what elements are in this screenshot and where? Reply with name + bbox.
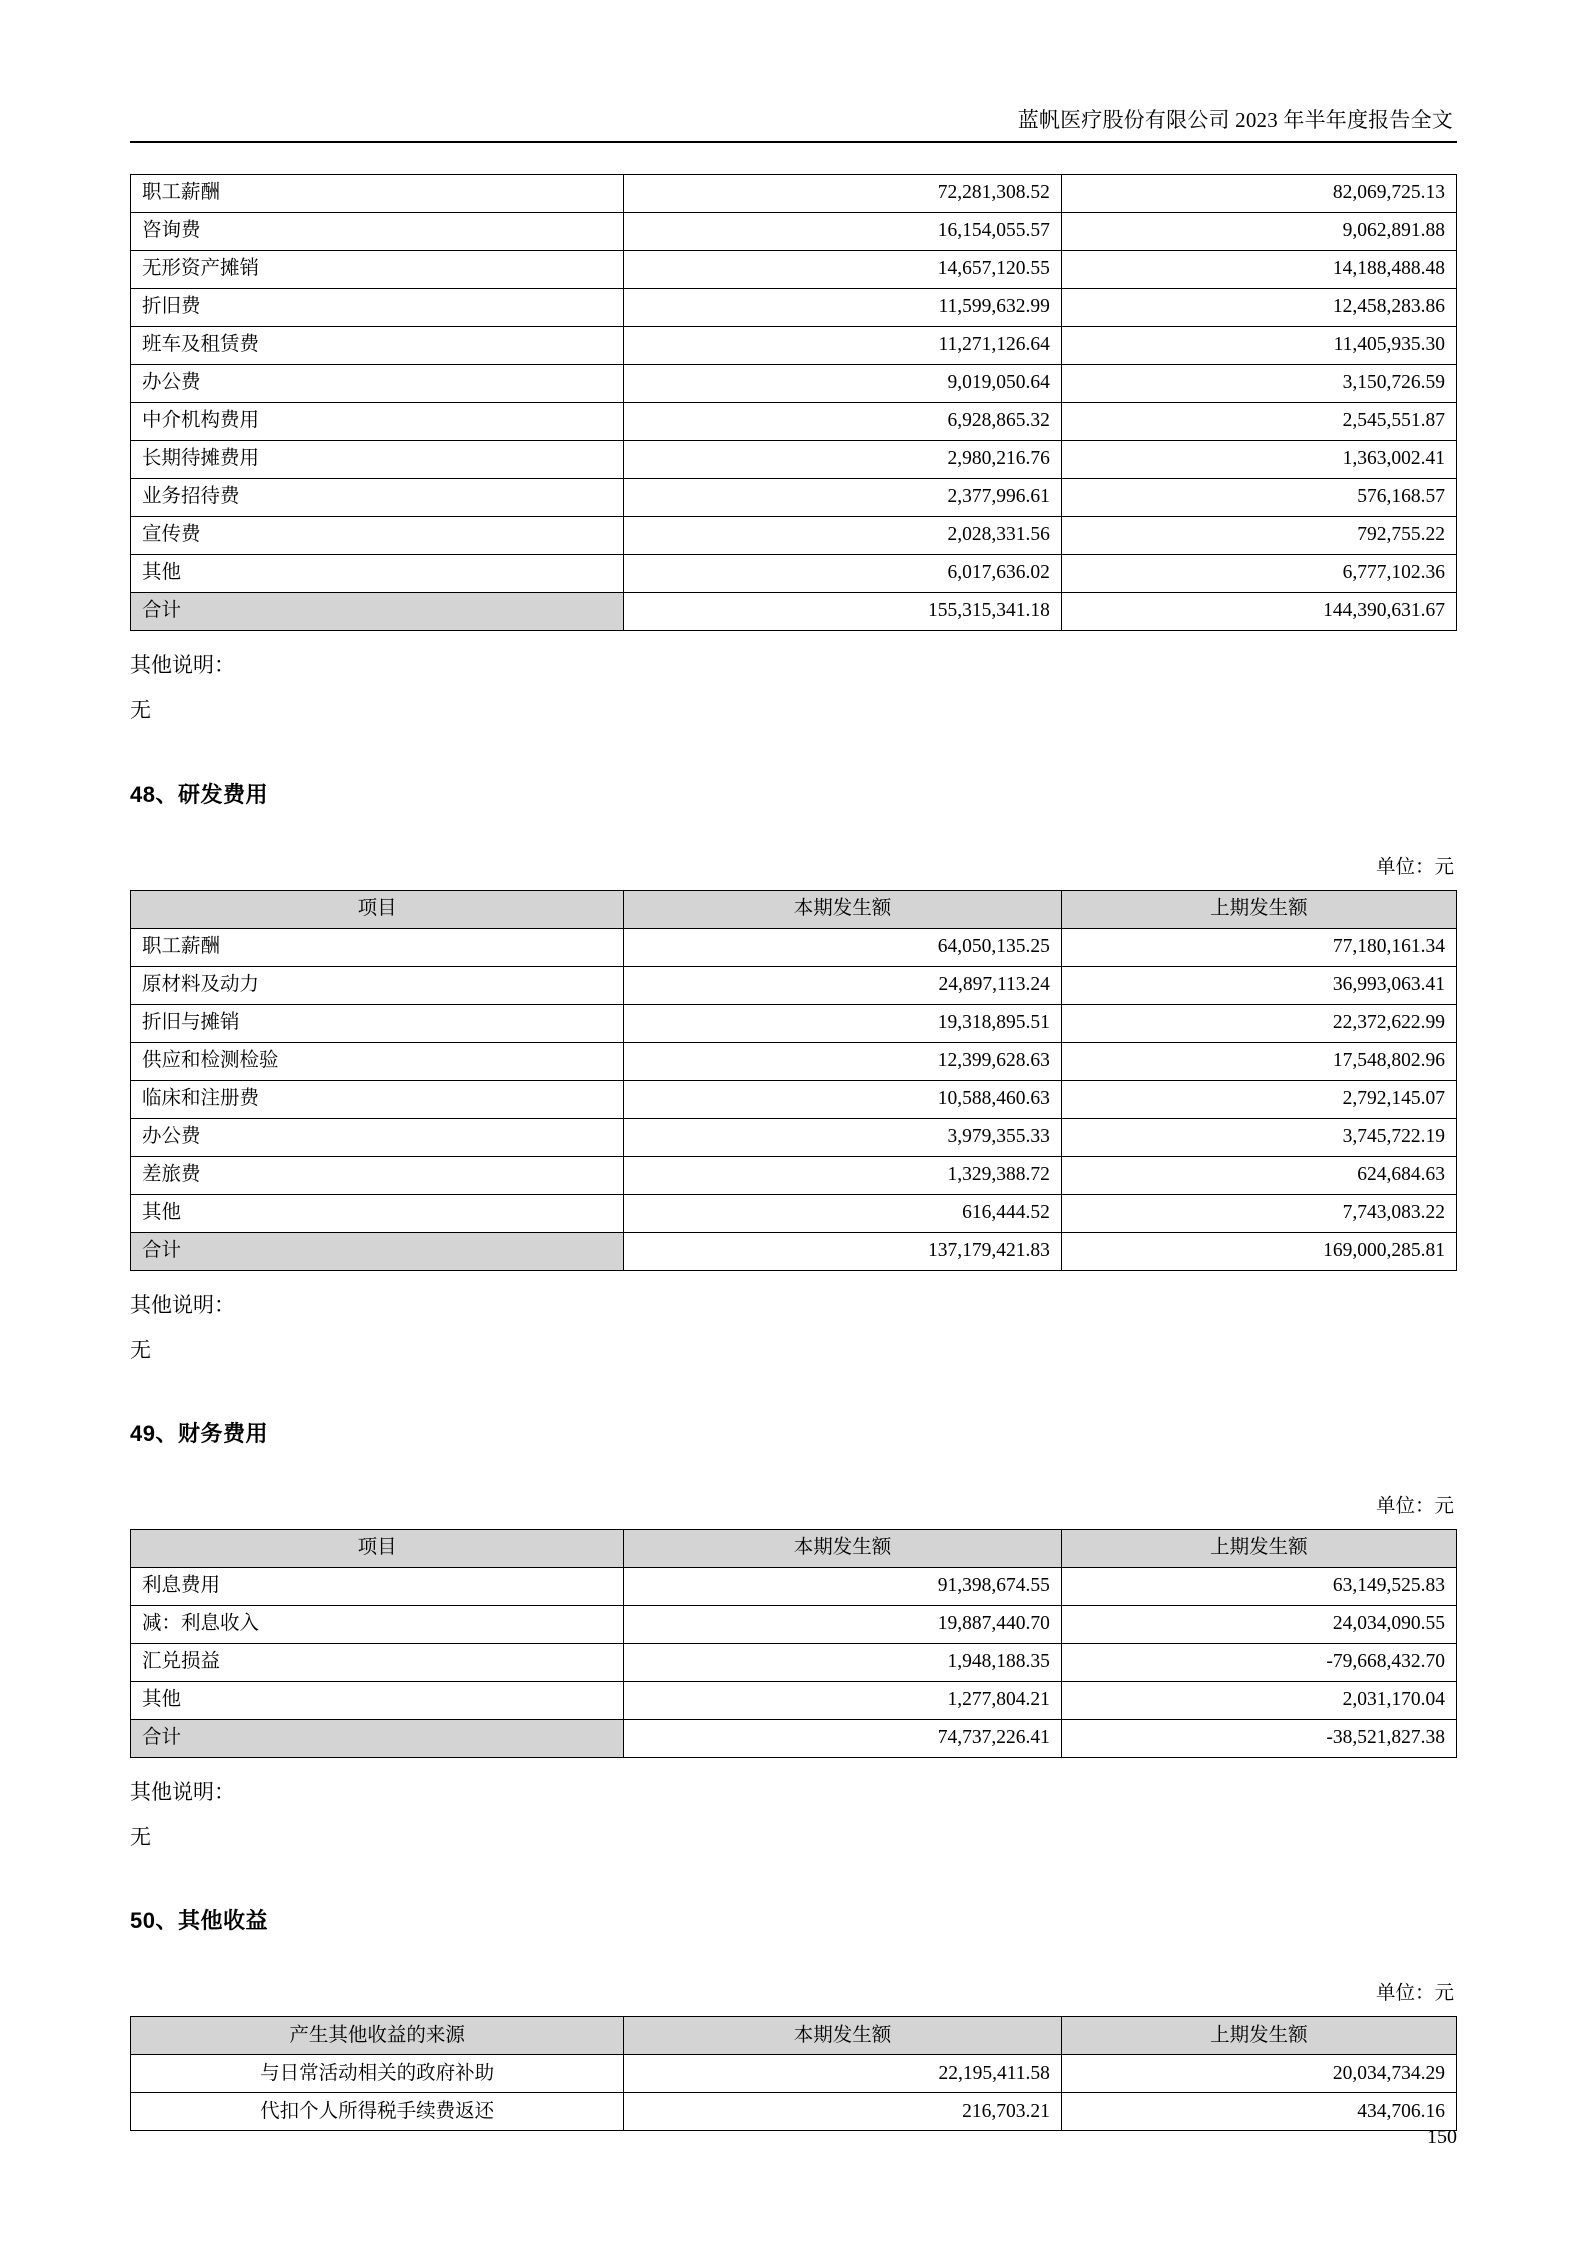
row-current: 64,050,135.25: [624, 928, 1062, 966]
column-header-previous: 上期发生额: [1061, 2017, 1456, 2055]
row-previous: 576,168.57: [1061, 479, 1456, 517]
row-current: 216,703.21: [624, 2093, 1062, 2131]
total-label: 合计: [131, 1232, 624, 1270]
table-row: [131, 175, 1457, 213]
row-current: 22,195,411.58: [624, 2055, 1062, 2093]
row-current: 11,599,632.99: [624, 289, 1062, 327]
admin-note-value: 无: [130, 698, 151, 723]
row-item: 业务招待费: [131, 479, 624, 517]
table-row: [131, 1194, 1457, 1232]
row-current: 19,887,440.70: [624, 1605, 1062, 1643]
row-previous: 2,031,170.04: [1061, 1681, 1456, 1719]
row-item: 职工薪酬: [131, 928, 624, 966]
table-row: [131, 327, 1457, 365]
table-row: [131, 1118, 1457, 1156]
row-current: 14,657,120.55: [624, 251, 1062, 289]
header-divider: [130, 141, 1457, 143]
row-previous: 77,180,161.34: [1061, 928, 1456, 966]
other-income-table: [130, 2016, 1457, 2131]
row-current: 12,399,628.63: [624, 1042, 1062, 1080]
row-item: 班车及租赁费: [131, 327, 624, 365]
table-total-row: [131, 1719, 1457, 1757]
row-current: 11,271,126.64: [624, 327, 1062, 365]
finance-expense-table: [130, 1529, 1457, 1758]
section-heading-48: 48、研发费用: [130, 781, 268, 807]
unit-label-49: 单位：元: [1375, 1495, 1454, 1517]
row-item: 代扣个人所得税手续费返还: [131, 2093, 624, 2131]
row-current: 1,277,804.21: [624, 1681, 1062, 1719]
section-heading-49: 49、财务费用: [130, 1420, 268, 1446]
row-item: 宣传费: [131, 517, 624, 555]
admin-note-label: 其他说明：: [130, 653, 235, 678]
row-previous: 12,458,283.86: [1061, 289, 1456, 327]
row-previous: 624,684.63: [1061, 1156, 1456, 1194]
row-item: 汇兑损益: [131, 1643, 624, 1681]
row-current: 1,329,388.72: [624, 1156, 1062, 1194]
row-previous: 3,745,722.19: [1061, 1118, 1456, 1156]
row-current: 6,928,865.32: [624, 403, 1062, 441]
column-header-current: 本期发生额: [624, 2017, 1062, 2055]
row-item: 其他: [131, 1681, 624, 1719]
finance-expense-head: [131, 1529, 1457, 1567]
total-current: 155,315,341.18: [624, 593, 1062, 631]
row-item: 长期待摊费用: [131, 441, 624, 479]
column-header-current: 本期发生额: [624, 890, 1062, 928]
table-total-row: [131, 1232, 1457, 1270]
row-previous: 2,792,145.07: [1061, 1080, 1456, 1118]
table-row: [131, 1605, 1457, 1643]
row-item: 其他: [131, 555, 624, 593]
total-previous: 169,000,285.81: [1061, 1232, 1456, 1270]
row-previous: 22,372,622.99: [1061, 1004, 1456, 1042]
row-previous: 14,188,488.48: [1061, 251, 1456, 289]
total-previous: 144,390,631.67: [1061, 593, 1456, 631]
table-header-row: [131, 2017, 1457, 2055]
header-title: 蓝帆医疗股份有限公司 2023 年半年度报告全文: [1017, 108, 1453, 132]
row-previous: 63,149,525.83: [1061, 1567, 1456, 1605]
row-current: 2,980,216.76: [624, 441, 1062, 479]
total-current: 74,737,226.41: [624, 1719, 1062, 1757]
finance-note-label: 其他说明：: [130, 1779, 235, 1804]
row-previous: 20,034,734.29: [1061, 2055, 1456, 2093]
column-header-item: 项目: [131, 1529, 624, 1567]
row-item: 无形资产摊销: [131, 251, 624, 289]
row-current: 10,588,460.63: [624, 1080, 1062, 1118]
total-current: 137,179,421.83: [624, 1232, 1062, 1270]
row-current: 19,318,895.51: [624, 1004, 1062, 1042]
table-row: [131, 1156, 1457, 1194]
row-previous: 36,993,063.41: [1061, 966, 1456, 1004]
row-previous: 3,150,726.59: [1061, 365, 1456, 403]
table-row: [131, 213, 1457, 251]
table-row: [131, 928, 1457, 966]
row-previous: 2,545,551.87: [1061, 403, 1456, 441]
row-current: 2,377,996.61: [624, 479, 1062, 517]
page-number: 150: [1427, 2126, 1457, 2148]
section-heading-50: 50、其他收益: [130, 1908, 268, 1934]
row-previous: 24,034,090.55: [1061, 1605, 1456, 1643]
table-row: [131, 517, 1457, 555]
column-header-previous: 上期发生额: [1061, 1529, 1456, 1567]
other-income-head: [131, 2017, 1457, 2055]
table-row: [131, 2055, 1457, 2093]
row-current: 72,281,308.52: [624, 175, 1062, 213]
row-previous: 9,062,891.88: [1061, 213, 1456, 251]
total-label: 合计: [131, 593, 624, 631]
table-row: [131, 1643, 1457, 1681]
table-row: [131, 479, 1457, 517]
row-current: 9,019,050.64: [624, 365, 1062, 403]
admin-expense-body: [131, 175, 1457, 631]
row-previous: 434,706.16: [1061, 2093, 1456, 2131]
row-previous: 792,755.22: [1061, 517, 1456, 555]
row-previous: 11,405,935.30: [1061, 327, 1456, 365]
table-row: [131, 403, 1457, 441]
table-row: [131, 365, 1457, 403]
row-current: 16,154,055.57: [624, 213, 1062, 251]
row-item: 办公费: [131, 1118, 624, 1156]
row-item: 其他: [131, 1194, 624, 1232]
row-item: 差旅费: [131, 1156, 624, 1194]
row-previous: 17,548,802.96: [1061, 1042, 1456, 1080]
row-item: 与日常活动相关的政府补助: [131, 2055, 624, 2093]
row-current: 6,017,636.02: [624, 555, 1062, 593]
finance-expense-body: [131, 1567, 1457, 1757]
row-item: 原材料及动力: [131, 966, 624, 1004]
finance-note-value: 无: [130, 1825, 151, 1850]
unit-label-48: 单位：元: [1375, 856, 1454, 878]
row-current: 24,897,113.24: [624, 966, 1062, 1004]
column-header-source: 产生其他收益的来源: [131, 2017, 624, 2055]
row-previous: 82,069,725.13: [1061, 175, 1456, 213]
table-row: [131, 1042, 1457, 1080]
table-row: [131, 2093, 1457, 2131]
table-row: [131, 966, 1457, 1004]
table-row: [131, 555, 1457, 593]
row-item: 折旧与摊销: [131, 1004, 624, 1042]
total-label: 合计: [131, 1719, 624, 1757]
row-item: 中介机构费用: [131, 403, 624, 441]
row-previous: 6,777,102.36: [1061, 555, 1456, 593]
table-row: [131, 251, 1457, 289]
rd-expense-table: [130, 890, 1457, 1271]
table-row: [131, 1681, 1457, 1719]
row-current: 2,028,331.56: [624, 517, 1062, 555]
rd-expense-body: [131, 928, 1457, 1270]
row-previous: -79,668,432.70: [1061, 1643, 1456, 1681]
row-current: 1,948,188.35: [624, 1643, 1062, 1681]
row-current: 3,979,355.33: [624, 1118, 1062, 1156]
row-item: 办公费: [131, 365, 624, 403]
page-header: [130, 0, 1457, 133]
row-item: 利息费用: [131, 1567, 624, 1605]
other-income-body: [131, 2055, 1457, 2131]
column-header-item: 项目: [131, 890, 624, 928]
row-current: 91,398,674.55: [624, 1567, 1062, 1605]
table-row: [131, 1080, 1457, 1118]
row-current: 616,444.52: [624, 1194, 1062, 1232]
rd-expense-head: [131, 890, 1457, 928]
column-header-previous: 上期发生额: [1061, 890, 1456, 928]
admin-expense-table: [130, 174, 1457, 631]
column-header-current: 本期发生额: [624, 1529, 1062, 1567]
table-total-row: [131, 593, 1457, 631]
table-header-row: [131, 890, 1457, 928]
table-header-row: [131, 1529, 1457, 1567]
row-item: 咨询费: [131, 213, 624, 251]
rd-note-value: 无: [130, 1337, 151, 1362]
unit-label-50: 单位：元: [1375, 1983, 1454, 2005]
total-previous: -38,521,827.38: [1061, 1719, 1456, 1757]
table-row: [131, 441, 1457, 479]
row-item: 折旧费: [131, 289, 624, 327]
table-row: [131, 289, 1457, 327]
table-row: [131, 1567, 1457, 1605]
rd-note-label: 其他说明：: [130, 1292, 235, 1317]
row-previous: 1,363,002.41: [1061, 441, 1456, 479]
row-item: 职工薪酬: [131, 175, 624, 213]
row-item: 减：利息收入: [131, 1605, 624, 1643]
row-item: 临床和注册费: [131, 1080, 624, 1118]
table-row: [131, 1004, 1457, 1042]
row-previous: 7,743,083.22: [1061, 1194, 1456, 1232]
row-item: 供应和检测检验: [131, 1042, 624, 1080]
